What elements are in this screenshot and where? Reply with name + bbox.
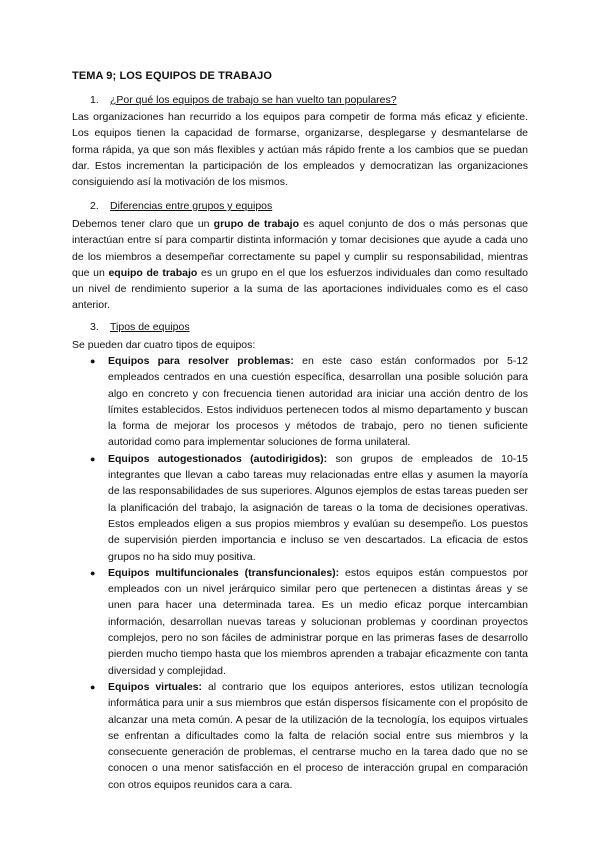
bullet-icon: ● xyxy=(90,681,96,692)
section-2-text-1: Debemos tener claro que un xyxy=(72,218,214,230)
list-item xyxy=(90,353,528,451)
section-1-heading xyxy=(90,93,397,107)
list-item-term: Equipos virtuales: xyxy=(108,680,203,693)
section-2-text-3: es un grupo en el que los esfuerzos individuales dan como resultado un nivel de rendimiento superior a la suma de las aportaciones individuales como es el caso anterior. xyxy=(72,266,528,312)
list-item xyxy=(90,565,528,679)
bullet-icon: ● xyxy=(90,356,96,366)
term-grupo-de-trabajo: grupo de trabajo xyxy=(213,218,300,230)
section-2-paragraph xyxy=(72,216,528,314)
list-item-text: estos equipos están compuestos por empleados con un nivel jerárquico similar pero que pertenecen a distintas áreas y se unen para hacer una determinada tarea. Es un medio eficaz porque intercambian información, desarrollan nuevas tareas y solucionan problemas y coordinan proyectos complejos, pero no son fáciles de administrar porque en las primeras fases de desarrollo pierden mucho tiempo hasta que los miembros aprenden a trabajar eficazmente con tanta diversidad y complejidad. xyxy=(108,566,529,677)
list-item-text: al contrario que los equipos anteriores, estos utilizan tecnología informática para unir a sus miembros que están dispersos físicamente con el propósito de alcanzar una meta común. A pesar de la utilización de la tecnología, los equipos virtuales se enfrentan a dificultades como la falta de relación social entre sus miembros y la consecuente generación de problemas, el centrarse mucho en la tarea dado que no se conocen o una menor satisfacción en el proceso de interacción grupal en comparación con otros equipos reunidos cara a cara. xyxy=(108,680,528,791)
section-3-title: Tipos de equipos xyxy=(110,321,190,333)
section-1-paragraph: Las organizaciones han recurrido a los equipos para competir de forma más eficaz y eficiente. Los equipos tienen la capacidad de formarse, organizarse, desplegarse y desmantelarse de forma rápida, ya que son más flexibles y actúan más rápido frente a los cambios que se puedan dar. Estos incrementan la participación de los empleados y democratizan las organizaciones consiguiendo así la motivación de los mismos. xyxy=(72,111,528,189)
section-3-number: 3. xyxy=(90,321,99,333)
section-3-intro: Se pueden dar cuatro tipos de equipos: xyxy=(72,339,256,351)
section-2-text-2: es aquel conjunto de dos o más personas que interactúan entre sí para compartir distinta información y tomar decisiones que ayude a cada uno de los miembros a desempeñar correctamente su papel y cumplir su responsabilidad, mientras que un xyxy=(72,218,528,279)
section-2-number: 2. xyxy=(90,200,99,212)
list-item-text: en este caso están conformados por 5-12 empleados centrados en una cuestión específica, desarrollan una posible solución para algo en concreto y con frecuencia tienen autoridad ara iniciar una acción dentro de los límites establecidos. Estos individuos pertenecen todos al mismo departamento y buscan la forma de mejorar los procesos y métodos de trabajo, pero no tienen suficiente autoridad como para implementar soluciones de forma unilateral. xyxy=(108,355,528,449)
list-item xyxy=(90,679,528,793)
list-item-term: Equipos autogestionados (autodirigidos): xyxy=(108,452,328,465)
term-equipo-de-trabajo: equipo de trabajo xyxy=(108,266,198,279)
list-item-term: Equipos para resolver problemas: xyxy=(108,355,294,367)
list-item-term: Equipos multifuncionales (transfuncionales): xyxy=(108,566,340,579)
list-item-text: son grupos de empleados de 10-15 integrantes que llevan a cabo tareas muy relacionadas entre ellas y asumen la mayoría de las responsabilidades de sus superiores. Algunos ejemplos de estas tareas pueden ser la planificación del trabajo, la asignación de tareas o la toma de decisiones operativas. Estos empleados eligen a sus propios miembros y evalúan su desempeño. Los puestos de supervisión pierden importancia e incluso se ven descartados. La eficacia de estos grupos no ha sido muy positiva. xyxy=(108,452,528,563)
document-title: TEMA 9; LOS EQUIPOS DE TRABAJO xyxy=(72,70,273,82)
section-1-title: ¿Por qué los equipos de trabajo se han vuelto tan populares? xyxy=(110,94,397,106)
list-item xyxy=(90,451,528,565)
team-types-list xyxy=(90,353,528,793)
section-2-heading xyxy=(90,199,272,213)
bullet-icon: ● xyxy=(90,453,96,464)
section-1-number: 1. xyxy=(90,94,99,106)
section-2-title: Diferencias entre grupos y equipos xyxy=(110,200,273,212)
bullet-icon: ● xyxy=(90,567,96,578)
section-3-heading xyxy=(90,320,190,334)
